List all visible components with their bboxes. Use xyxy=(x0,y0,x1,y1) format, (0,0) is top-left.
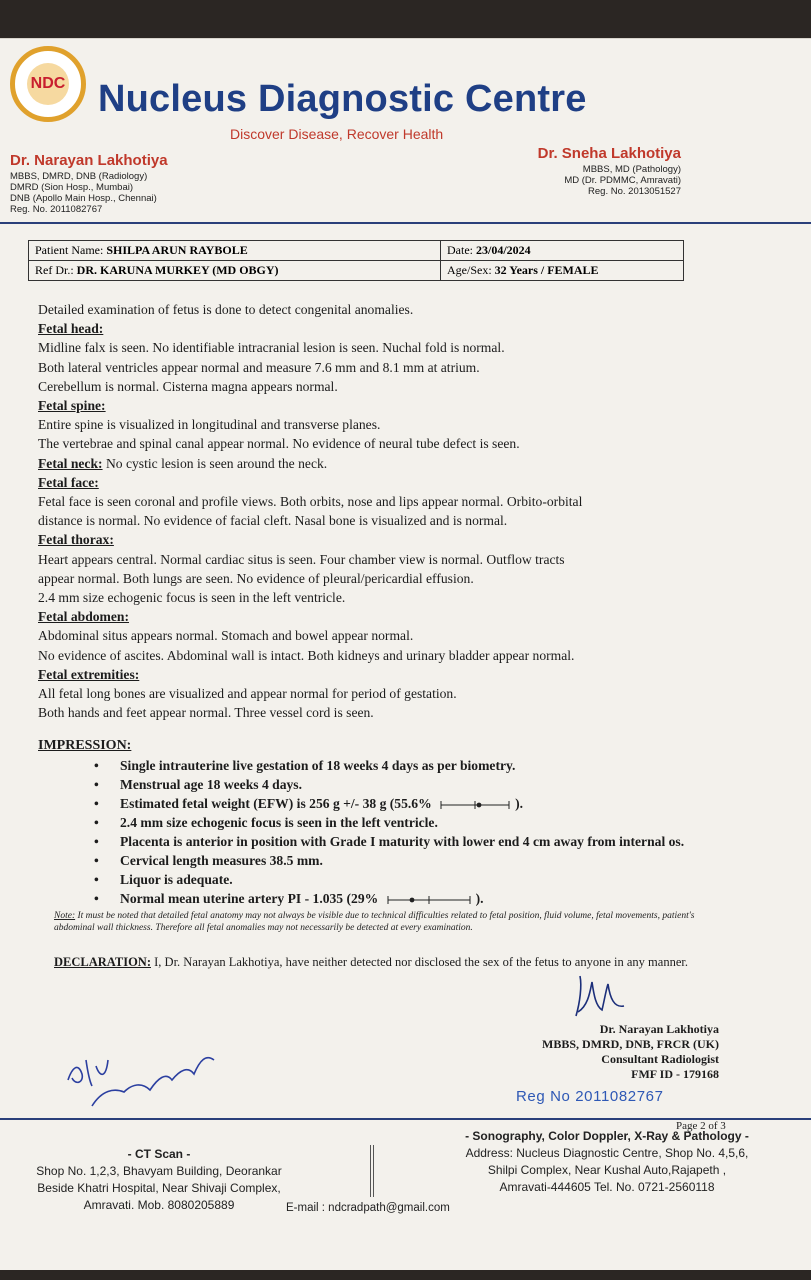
impression-item xyxy=(94,851,718,870)
ref-doctor-label: Ref Dr.: xyxy=(35,263,74,277)
clinic-name: Nucleus Diagnostic Centre xyxy=(98,78,587,120)
report-line: No cystic lesion is seen around the neck. xyxy=(102,455,328,471)
ref-doctor-cell xyxy=(29,261,441,281)
report-line: Fetal face is seen coronal and profile views. Both orbits, nose and lips appear normal. Orbito-orbital xyxy=(38,494,583,510)
impression-item xyxy=(94,813,718,832)
report-line: Midline falx is seen. No identifiable intracranial lesion is seen. Nuchal fold is normal. xyxy=(38,340,505,356)
left-doctor-qual: DNB (Apollo Main Hosp., Chennai) xyxy=(10,193,157,204)
left-doctor-block xyxy=(10,152,168,215)
report-line: The vertebrae and spinal canal appear normal. No evidence of neural tube defect is seen. xyxy=(38,436,520,452)
signatory-name: Dr. Narayan Lakhotiya xyxy=(599,1022,719,1036)
report-line: appear normal. Both lungs are seen. No evidence of pleural/pericardial effusion. xyxy=(38,570,474,586)
impression-item xyxy=(94,756,718,775)
impression-item xyxy=(94,870,718,889)
date-cell xyxy=(441,241,684,261)
contact-email: E-mail : ndcradpath@gmail.com xyxy=(286,1202,450,1214)
report-intro: Detailed examination of fetus is done to detect congenital anomalies. xyxy=(38,302,414,317)
impression-section xyxy=(38,736,718,907)
right-doctor-block xyxy=(538,145,681,197)
section-fetal-spine: Fetal spine: xyxy=(38,398,106,414)
left-doctor-reg: Reg. No. 2011082767 xyxy=(10,204,103,215)
stamp-registration: Reg No 2011082767 xyxy=(516,1088,664,1105)
address-line: Address: Nucleus Diagnostic Centre, Shop No. 4,5,6, xyxy=(465,1146,749,1160)
agesex-label: Age/Sex: xyxy=(447,263,492,277)
left-doctor-qual: DMRD (Sion Hosp., Mumbai) xyxy=(10,182,133,193)
handwritten-annotation-icon xyxy=(62,1030,222,1120)
efw-percentile-graph-icon xyxy=(439,799,511,811)
report-line: distance is normal. No evidence of facial cleft. Nasal bone is visualized and is normal. xyxy=(38,513,508,529)
report-line: Both lateral ventricles appear normal and measure 7.6 mm and 8.1 mm at atrium. xyxy=(38,359,480,375)
report-line: Abdominal situs appears normal. Stomach and bowel appear normal. xyxy=(38,628,414,644)
section-fetal-face: Fetal face: xyxy=(38,474,99,490)
impression-item xyxy=(94,775,718,794)
left-doctor-name: Dr. Narayan Lakhotiya xyxy=(10,152,168,169)
impression-text: Single intrauterine live gestation of 18 weeks 4 days as per biometry. xyxy=(120,757,516,773)
impression-close: ). xyxy=(475,890,484,906)
clinic-logo-icon xyxy=(10,46,86,122)
impression-text: Normal mean uterine artery PI - 1.035 (29% xyxy=(120,890,379,906)
address-line: Amravati-444605 Tel. No. 0721-2560118 xyxy=(499,1180,715,1194)
ref-doctor: DR. KARUNA MURKEY (MD OBGY) xyxy=(76,263,279,277)
address-line: Shilpi Complex, Near Kushal Auto,Rajapeth , xyxy=(487,1163,727,1177)
right-doctor-name: Dr. Sneha Lakhotiya xyxy=(537,145,681,162)
impression-text: Placenta is anterior in position with Grade I maturity with lower end 4 cm away from internal os. xyxy=(120,833,685,849)
footer-vertical-divider xyxy=(370,1145,374,1197)
impression-text: Cervical length measures 38.5 mm. xyxy=(120,852,323,868)
section-fetal-head: Fetal head: xyxy=(38,321,104,337)
note-label: Note: xyxy=(54,911,76,921)
patient-name-cell xyxy=(29,241,441,261)
declaration-text: I, Dr. Narayan Lakhotiya, have neither detected nor disclosed the sex of the fetus to anyone in any manner. xyxy=(151,955,688,969)
agesex-cell xyxy=(441,261,684,281)
section-fetal-neck: Fetal neck: xyxy=(38,455,103,471)
patient-agesex: 32 Years / FEMALE xyxy=(494,263,599,277)
report-date: 23/04/2024 xyxy=(476,243,531,257)
impression-item xyxy=(94,889,718,908)
disclaimer-note xyxy=(54,910,704,934)
signatory-role: Consultant Radiologist xyxy=(601,1052,719,1066)
left-doctor-qual: MBBS, DMRD, DNB (Radiology) xyxy=(10,171,148,182)
sonography-title: - Sonography, Color Doppler, X-Ray & Pathology - xyxy=(465,1129,749,1143)
patient-info-table xyxy=(28,240,684,281)
logo-text: NDC xyxy=(27,63,69,105)
right-doctor-reg: Reg. No. 2013051527 xyxy=(588,186,681,197)
address-line: Beside Khatri Hospital, Near Shivaji Complex, xyxy=(37,1181,281,1195)
signatory-quals: MBBS, DMRD, DNB, FRCR (UK) xyxy=(542,1037,719,1051)
report-line: Heart appears central. Normal cardiac situs is seen. Four chamber view is normal. Outflow tracts xyxy=(38,551,565,567)
report-line: Entire spine is visualized in longitudinal and transverse planes. xyxy=(38,417,381,433)
signatory-block xyxy=(542,1022,719,1082)
ct-scan-address xyxy=(24,1146,294,1214)
impression-close: ). xyxy=(515,795,524,811)
header-divider xyxy=(0,222,811,224)
report-line: 2.4 mm size echogenic focus is seen in the left ventricle. xyxy=(38,590,346,606)
impression-text: 2.4 mm size echogenic focus is seen in the left ventricle. xyxy=(120,814,438,830)
report-line: No evidence of ascites. Abdominal wall is intact. Both kidneys and urinary bladder appear normal. xyxy=(38,647,575,663)
doctor-signature-icon xyxy=(568,972,628,1020)
section-fetal-abdomen: Fetal abdomen: xyxy=(38,609,129,625)
report-body xyxy=(38,300,718,908)
report-line: All fetal long bones are visualized and appear normal for period of gestation. xyxy=(38,686,457,702)
impression-item xyxy=(94,794,718,813)
report-line: Cerebellum is normal. Cisterna magna appears normal. xyxy=(38,378,338,394)
address-line: Shop No. 1,2,3, Bhavyam Building, Deorankar xyxy=(36,1164,282,1178)
impression-title: IMPRESSION: xyxy=(38,738,132,754)
ct-scan-title: - CT Scan - xyxy=(127,1147,191,1161)
patient-name: SHILPA ARUN RAYBOLE xyxy=(106,243,248,257)
right-doctor-qual: MD (Dr. PDMMC, Amravati) xyxy=(564,175,681,186)
impression-item xyxy=(94,832,718,851)
clinic-tagline: Discover Disease, Recover Health xyxy=(230,126,444,142)
impression-text: Liquor is adequate. xyxy=(120,871,233,887)
impression-text: Estimated fetal weight (EFW) is 256 g +/- 38 g (55.6% xyxy=(120,795,432,811)
right-doctor-qual: MBBS, MD (Pathology) xyxy=(582,164,681,175)
patient-name-label: Patient Name: xyxy=(35,243,104,257)
declaration-label: DECLARATION: xyxy=(54,955,151,969)
declaration xyxy=(54,954,714,971)
report-line: Both hands and feet appear normal. Three vessel cord is seen. xyxy=(38,705,374,721)
section-fetal-extremities: Fetal extremities: xyxy=(38,666,140,682)
date-label: Date: xyxy=(447,243,473,257)
address-line: Amravati. Mob. 8080205889 xyxy=(83,1198,235,1212)
note-text: It must be noted that detailed fetal anatomy may not always be visible due to technical difficulties related to fetal position, fluid volume, fetal movements, patient's abdominal wall thickness. Therefore all fetal anomalies may not necessarily be detected at every examination. xyxy=(54,911,695,933)
neck-line xyxy=(38,454,718,473)
ut-artery-percentile-graph-icon xyxy=(386,894,472,906)
section-fetal-thorax: Fetal thorax: xyxy=(38,532,114,548)
sonography-address xyxy=(442,1128,772,1196)
impression-text: Menstrual age 18 weeks 4 days. xyxy=(120,776,302,792)
impression-list xyxy=(94,756,718,908)
page-number: Page 2 of 3 xyxy=(676,1120,726,1132)
signatory-fmf: FMF ID - 179168 xyxy=(631,1067,719,1081)
